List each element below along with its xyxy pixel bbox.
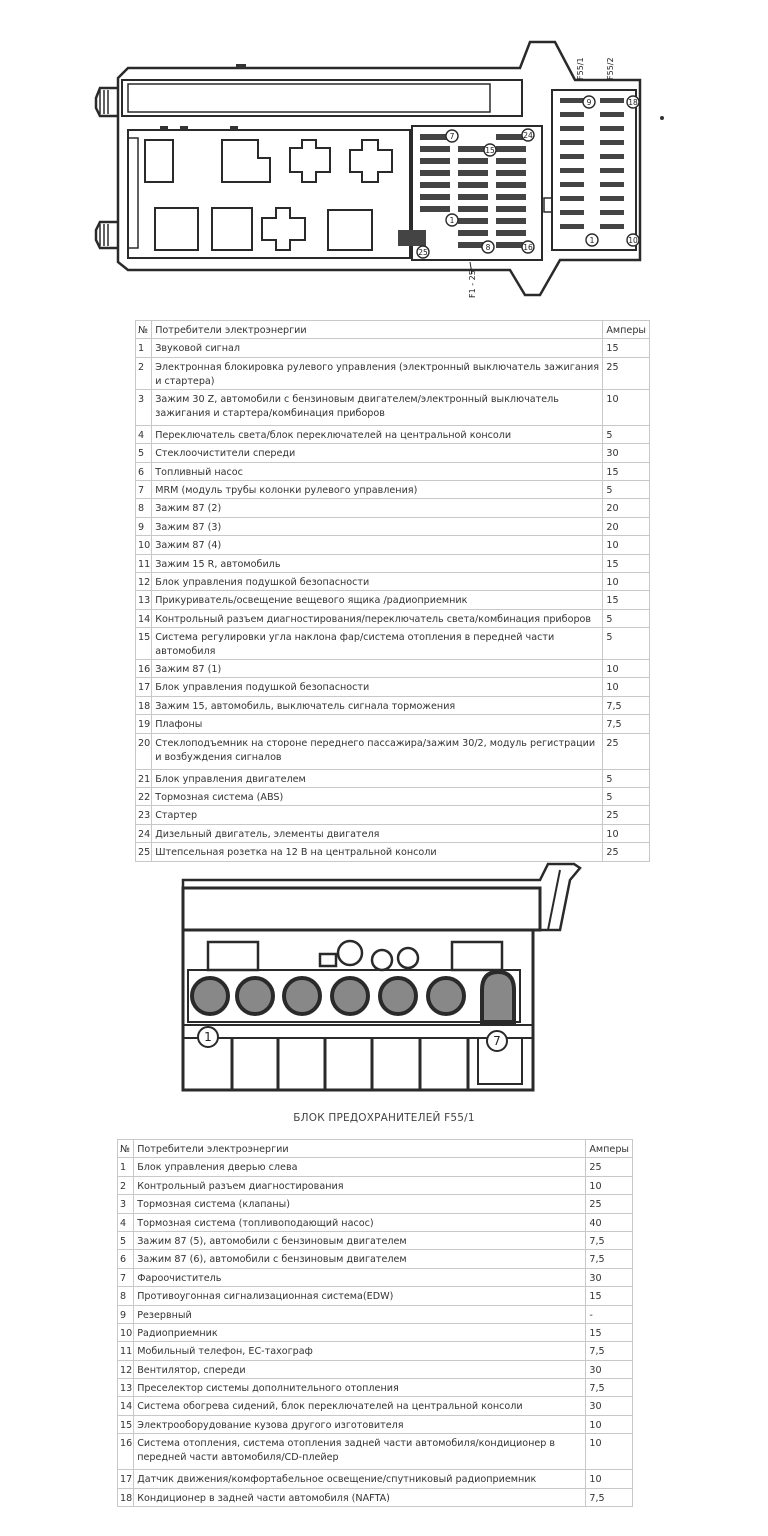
header-num: №: [118, 1140, 134, 1158]
row-name: Стеклоочистители спереди: [152, 444, 603, 462]
row-name: Контрольный разъем диагностирования: [134, 1176, 586, 1194]
table-row: [136, 554, 650, 572]
table-row: [136, 788, 650, 806]
table-row: [136, 517, 650, 535]
row-name: Преселектор системы дополнительного отопления: [134, 1379, 586, 1397]
label-f55-1: F55/1: [576, 57, 585, 80]
row-num: 22: [136, 788, 152, 806]
row-amp: 10: [603, 572, 650, 590]
table-row: [118, 1379, 633, 1397]
row-num: 17: [118, 1470, 134, 1488]
row-num: 10: [118, 1323, 134, 1341]
row-name: Зажим 15 R, автомобиль: [152, 554, 603, 572]
table-row: [136, 769, 650, 787]
row-name: Система обогрева сидений, блок переключателей на центральной консоли: [134, 1397, 586, 1415]
row-name: Прикуриватель/освещение вещевого ящика /радиоприемник: [152, 591, 603, 609]
row-amp: -: [586, 1305, 633, 1323]
row-amp: 10: [603, 389, 650, 425]
row-amp: 5: [603, 788, 650, 806]
table-row: [118, 1158, 633, 1176]
row-name: Тормозная система (клапаны): [134, 1195, 586, 1213]
row-num: 3: [136, 389, 152, 425]
table-row: [136, 462, 650, 480]
row-amp: 15: [586, 1323, 633, 1341]
row-name: Фароочиститель: [134, 1268, 586, 1286]
row-amp: 40: [586, 1213, 633, 1231]
row-amp: 25: [603, 806, 650, 824]
row-num: 14: [118, 1397, 134, 1415]
row-amp: 30: [586, 1397, 633, 1415]
row-amp: 25: [603, 843, 650, 861]
callout-8: 8: [485, 243, 491, 252]
row-amp: 5: [603, 628, 650, 660]
table-row: [136, 591, 650, 609]
table-row: [118, 1415, 633, 1433]
row-name: Зажим 30 Z, автомобили с бензиновым двигателем/электронный выключатель зажигания и стартера/комбинация приборов: [152, 389, 603, 425]
row-amp: 25: [586, 1158, 633, 1176]
row-num: 1: [136, 339, 152, 357]
row-num: 12: [136, 572, 152, 590]
row-num: 16: [118, 1434, 134, 1470]
row-num: 12: [118, 1360, 134, 1378]
row-amp: 10: [603, 660, 650, 678]
row-num: 7: [136, 480, 152, 498]
row-num: 3: [118, 1195, 134, 1213]
callout-10: 10: [628, 236, 638, 245]
table-row: [136, 389, 650, 425]
row-amp: 7,5: [603, 696, 650, 714]
callout-7: 7: [493, 1034, 501, 1048]
table-row: [118, 1176, 633, 1194]
row-name: Переключатель света/блок переключателей на центральной консоли: [152, 425, 603, 443]
row-num: 15: [136, 628, 152, 660]
table-row: [136, 660, 650, 678]
fuse-table-main: [135, 320, 650, 862]
row-num: 4: [118, 1213, 134, 1231]
callout-24: 24: [523, 131, 533, 140]
row-name: Резервный: [134, 1305, 586, 1323]
table-row: [136, 806, 650, 824]
header-amp: Амперы: [603, 321, 650, 339]
row-num: 21: [136, 769, 152, 787]
row-name: Стартер: [152, 806, 603, 824]
row-num: 10: [136, 536, 152, 554]
table-row: [136, 678, 650, 696]
row-name: Зажим 87 (1): [152, 660, 603, 678]
row-num: 2: [118, 1176, 134, 1194]
row-amp: 10: [586, 1176, 633, 1194]
row-num: 20: [136, 733, 152, 769]
row-name: Блок управления подушкой безопасности: [152, 572, 603, 590]
row-num: 15: [118, 1415, 134, 1433]
row-name: Дизельный двигатель, элементы двигателя: [152, 824, 603, 842]
row-name: Электронная блокировка рулевого управления (электронный выключатель зажигания и стартера): [152, 357, 603, 389]
table-row: [118, 1323, 633, 1341]
row-name: Датчик движения/комфортабельное освещение/спутниковый радиоприемник: [134, 1470, 586, 1488]
table-header-row: [118, 1140, 633, 1158]
table-row: [118, 1360, 633, 1378]
row-name: Тормозная система (ABS): [152, 788, 603, 806]
row-name: Зажим 87 (4): [152, 536, 603, 554]
row-amp: 20: [603, 517, 650, 535]
callout-1: 1: [204, 1030, 212, 1044]
row-amp: 7,5: [586, 1342, 633, 1360]
row-num: 23: [136, 806, 152, 824]
table-row: [118, 1434, 633, 1470]
table-row: [136, 628, 650, 660]
row-num: 14: [136, 609, 152, 627]
row-num: 2: [136, 357, 152, 389]
callout-9: 9: [586, 98, 592, 107]
row-amp: 25: [603, 733, 650, 769]
row-name: Тормозная система (топливоподающий насос): [134, 1213, 586, 1231]
header-name: Потребители электроэнергии: [134, 1140, 586, 1158]
row-name: Зажим 87 (2): [152, 499, 603, 517]
row-name: Блок управления дверью слева: [134, 1158, 586, 1176]
row-name: Штепсельная розетка на 12 В на центральной консоли: [152, 843, 603, 861]
row-amp: 5: [603, 609, 650, 627]
row-name: Противоугонная сигнализационная система(EDW): [134, 1287, 586, 1305]
row-amp: 15: [603, 339, 650, 357]
row-num: 5: [136, 444, 152, 462]
row-name: Топливный насос: [152, 462, 603, 480]
row-num: 19: [136, 715, 152, 733]
row-amp: 10: [603, 824, 650, 842]
row-name: Система отопления, система отопления задней части автомобиля/кондиционер в передней части автомобиля/CD-плейер: [134, 1434, 586, 1470]
fuse-box-diagram-top: [0, 0, 768, 310]
row-name: MRM (модуль трубы колонки рулевого управления): [152, 480, 603, 498]
row-name: Мобильный телефон, ЕС-тахограф: [134, 1342, 586, 1360]
row-name: Звуковой сигнал: [152, 339, 603, 357]
row-amp: 10: [586, 1434, 633, 1470]
row-num: 6: [136, 462, 152, 480]
table-row: [136, 572, 650, 590]
callout-7: 7: [449, 132, 455, 141]
table-row: [118, 1231, 633, 1249]
row-name: Зажим 15, автомобиль, выключатель сигнала торможения: [152, 696, 603, 714]
row-num: 18: [118, 1488, 134, 1506]
row-name: Блок управления двигателем: [152, 769, 603, 787]
row-num: 5: [118, 1231, 134, 1249]
table-row: [118, 1470, 633, 1488]
row-num: 4: [136, 425, 152, 443]
label-f55-2: F55/2: [606, 57, 615, 80]
row-amp: 5: [603, 769, 650, 787]
table-row: [118, 1397, 633, 1415]
row-num: 24: [136, 824, 152, 842]
row-amp: 30: [586, 1268, 633, 1286]
row-amp: 7,5: [586, 1379, 633, 1397]
callout-15: 15: [485, 146, 495, 155]
row-num: 6: [118, 1250, 134, 1268]
row-num: 11: [118, 1342, 134, 1360]
table-row: [118, 1195, 633, 1213]
fuse-block-f55-1-diagram: [0, 850, 768, 1100]
row-name: Контрольный разъем диагностирования/переключатель света/комбинация приборов: [152, 609, 603, 627]
table-header-row: [136, 321, 650, 339]
row-amp: 25: [586, 1195, 633, 1213]
row-amp: 15: [603, 462, 650, 480]
table-row: [136, 444, 650, 462]
table-row: [118, 1287, 633, 1305]
row-num: 9: [136, 517, 152, 535]
row-num: 9: [118, 1305, 134, 1323]
row-name: Зажим 87 (5), автомобили с бензиновым двигателем: [134, 1231, 586, 1249]
header-num: №: [136, 321, 152, 339]
row-amp: 10: [586, 1470, 633, 1488]
row-num: 7: [118, 1268, 134, 1286]
callout-25: 25: [418, 248, 428, 257]
row-amp: 10: [603, 536, 650, 554]
row-num: 18: [136, 696, 152, 714]
row-name: Радиоприемник: [134, 1323, 586, 1341]
row-amp: 10: [586, 1415, 633, 1433]
row-name: Кондиционер в задней части автомобиля (NAFTA): [134, 1488, 586, 1506]
row-num: 17: [136, 678, 152, 696]
row-name: Зажим 87 (6), автомобили с бензиновым двигателем: [134, 1250, 586, 1268]
table-row: [118, 1305, 633, 1323]
table-row: [118, 1342, 633, 1360]
row-amp: 7,5: [586, 1250, 633, 1268]
table-row: [136, 357, 650, 389]
row-amp: 7,5: [586, 1231, 633, 1249]
fuse-block-caption: БЛОК ПРЕДОХРАНИТЕЛЕЙ F55/1: [293, 1112, 475, 1124]
row-num: 13: [118, 1379, 134, 1397]
row-amp: 5: [603, 480, 650, 498]
table-row: [136, 824, 650, 842]
row-name: Электрооборудование кузова другого изготовителя: [134, 1415, 586, 1433]
row-amp: 7,5: [586, 1488, 633, 1506]
label-f1-25: F1 - 25: [468, 270, 477, 298]
table-row: [118, 1488, 633, 1506]
table-row: [136, 425, 650, 443]
row-name: Стеклоподъемник на стороне переднего пассажира/зажим 30/2, модуль регистрации и возбуждения сигналов: [152, 733, 603, 769]
row-num: 25: [136, 843, 152, 861]
row-amp: 15: [603, 554, 650, 572]
row-amp: 15: [586, 1287, 633, 1305]
table-row: [118, 1268, 633, 1286]
row-num: 16: [136, 660, 152, 678]
row-name: Система регулировки угла наклона фар/система отопления в передней части автомобиля: [152, 628, 603, 660]
table-row: [136, 733, 650, 769]
table-row: [136, 339, 650, 357]
table-row: [118, 1213, 633, 1231]
row-name: Зажим 87 (3): [152, 517, 603, 535]
callout-16: 16: [523, 243, 533, 252]
callout-1-f55: 1: [589, 236, 595, 245]
row-name: Вентилятор, спереди: [134, 1360, 586, 1378]
row-amp: 30: [603, 444, 650, 462]
row-amp: 10: [603, 678, 650, 696]
row-num: 1: [118, 1158, 134, 1176]
fuse-table-f55-1: [117, 1139, 633, 1507]
row-amp: 30: [586, 1360, 633, 1378]
table-row: [136, 536, 650, 554]
row-name: Плафоны: [152, 715, 603, 733]
row-name: Блок управления подушкой безопасности: [152, 678, 603, 696]
callout-18: 18: [628, 98, 638, 107]
table-row: [136, 715, 650, 733]
row-amp: 7,5: [603, 715, 650, 733]
row-amp: 15: [603, 591, 650, 609]
header-amp: Амперы: [586, 1140, 633, 1158]
row-num: 11: [136, 554, 152, 572]
row-amp: 25: [603, 357, 650, 389]
table-row: [136, 480, 650, 498]
table-row: [136, 499, 650, 517]
row-num: 13: [136, 591, 152, 609]
row-amp: 20: [603, 499, 650, 517]
callout-1: 1: [449, 216, 455, 225]
row-amp: 5: [603, 425, 650, 443]
table-row: [118, 1250, 633, 1268]
row-num: 8: [118, 1287, 134, 1305]
table-row: [136, 696, 650, 714]
header-name: Потребители электроэнергии: [152, 321, 603, 339]
table-row: [136, 609, 650, 627]
row-num: 8: [136, 499, 152, 517]
